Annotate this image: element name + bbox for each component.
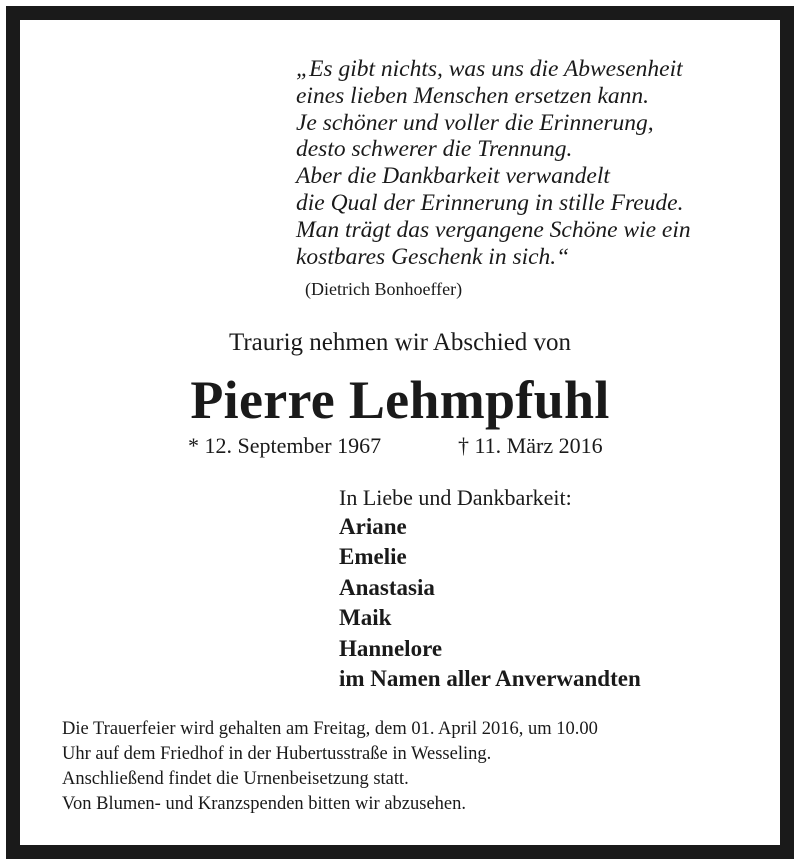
quote-line: die Qual der Erinnerung in stille Freude. — [296, 189, 684, 216]
death-date: † 11. März 2016 — [458, 433, 603, 458]
ceremony-line: Von Blumen- und Kranzspenden bitten wir abzusehen. — [62, 794, 466, 814]
mourner-name: im Namen aller Anverwandten — [339, 666, 641, 692]
birth-date: * 12. September 1967 — [188, 433, 382, 458]
quote-line: „Es gibt nichts, was uns die Abwesenheit — [296, 56, 683, 82]
quote-line: Je schöner und voller die Erinnerung, — [296, 109, 654, 136]
mourner-name: Ariane — [339, 514, 407, 539]
quote-line: eines lieben Menschen ersetzen kann. — [296, 82, 650, 109]
mourner-name: Hannelore — [339, 635, 443, 661]
mourner-name: Maik — [339, 605, 392, 631]
mourner-name: Emelie — [339, 544, 407, 570]
quote-line: Man trägt das vergangene Schöne wie ein — [296, 216, 691, 243]
mourner-list — [339, 512, 641, 694]
ceremony-info — [62, 717, 598, 817]
mourner-name: Anastasia — [339, 574, 435, 600]
quote-line: Aber die Dankbarkeit verwandelt — [296, 163, 610, 190]
obituary-notice — [6, 6, 794, 859]
ceremony-line: Uhr auf dem Friedhof in der Hubertusstraße in Wesseling. — [62, 744, 492, 764]
deceased-name: Pierre Lehmpfuhl — [190, 370, 610, 430]
quote-line: desto schwerer die Trennung. — [296, 136, 573, 163]
ceremony-line: Die Trauerfeier wird gehalten am Freitag, dem 01. April 2016, um 10.00 — [62, 719, 598, 739]
ceremony-line: Anschließend findet die Urnenbeisetzung statt. — [62, 769, 409, 789]
quote-line: kostbares Geschenk in sich.“ — [296, 243, 570, 270]
bonhoeffer-quote — [296, 56, 691, 270]
farewell-intro: Traurig nehmen wir Abschied von — [228, 329, 572, 356]
family-heading: In Liebe und Dankbarkeit: — [339, 485, 572, 510]
quote-author: (Dietrich Bonhoeffer) — [305, 279, 463, 299]
